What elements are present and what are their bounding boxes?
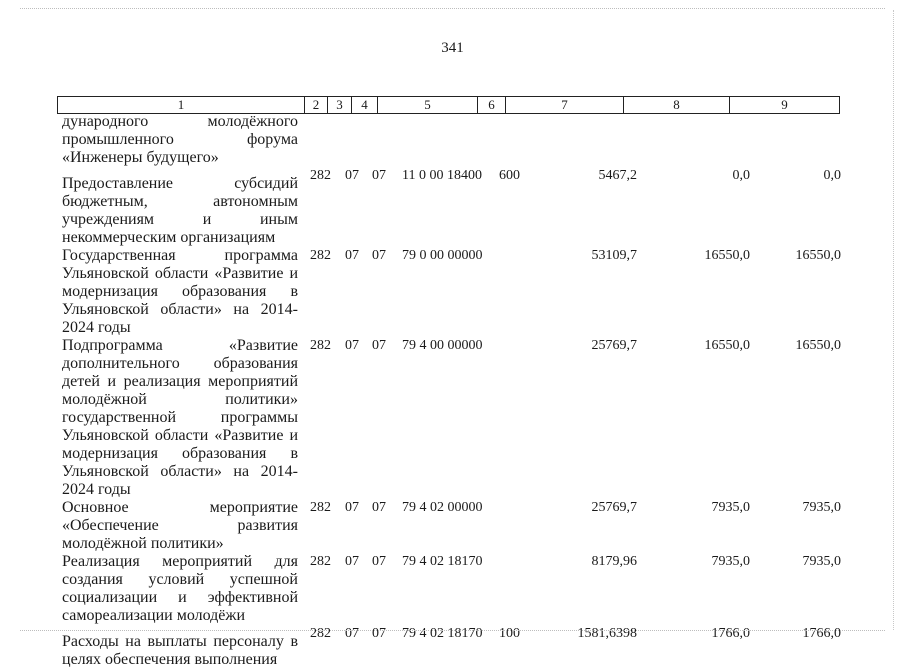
row-name: дународного молодёжного промышленного форума «Инженеры будущего»: [62, 113, 298, 166]
row-ved: 282: [310, 248, 331, 263]
row-value-col8: 16550,0: [704, 248, 750, 263]
row-csr: 79 0 00 00000: [402, 248, 483, 263]
row-value-col8: 1766,0: [711, 626, 750, 641]
scan-top-edge: [20, 8, 885, 9]
header-col-1: 1: [58, 97, 305, 113]
row-section: 07: [345, 338, 359, 353]
row-value-col9: 0,0: [823, 168, 841, 183]
page-number: 341: [441, 40, 464, 56]
row-section: 07: [345, 554, 359, 569]
header-col-4: 4: [352, 97, 378, 113]
header-col-8: 8: [624, 97, 730, 113]
table-row: [0, 625, 905, 669]
row-value-col8: 0,0: [732, 168, 750, 183]
table-row: [0, 499, 905, 553]
row-value-col7: 25769,7: [591, 500, 637, 515]
row-value-col9: 16550,0: [795, 338, 841, 353]
row-subsection: 07: [372, 626, 386, 641]
row-section: 07: [345, 248, 359, 263]
row-csr: 79 4 00 00000: [402, 338, 483, 353]
row-name: Расходы на выплаты персоналу в целях обеспечения выполнения: [62, 633, 298, 668]
table-row: [0, 167, 905, 247]
row-value-col9: 16550,0: [795, 248, 841, 263]
row-csr: 79 4 02 18170: [402, 554, 483, 569]
row-value-col9: 1766,0: [802, 626, 841, 641]
row-ved: 282: [310, 338, 331, 353]
row-name: Основное мероприятие «Обеспечение развития молодёжной политики»: [62, 499, 298, 552]
row-subsection: 07: [372, 554, 386, 569]
row-name: Подпрограмма «Развитие дополнительного образования детей и реализация мероприятий молодёжной политики» государственной программы Ульяновской области «Развитие и модернизация образования в Ульяновской области» на 2014-2024 годы: [62, 337, 298, 498]
row-section: 07: [345, 168, 359, 183]
table-row: [0, 247, 905, 337]
row-value-col9: 7935,0: [802, 554, 841, 569]
table-body: [0, 113, 905, 669]
row-section: 07: [345, 626, 359, 641]
row-subsection: 07: [372, 500, 386, 515]
table-row: [0, 113, 905, 167]
row-value-col8: 7935,0: [711, 500, 750, 515]
header-col-2: 2: [305, 97, 328, 113]
table-row: [0, 337, 905, 499]
row-ved: 282: [310, 168, 331, 183]
row-subsection: 07: [372, 248, 386, 263]
row-name: Предоставление субсидий бюджетным, автономным учреждениям и иным некоммерческим организациям: [62, 175, 298, 246]
row-subsection: 07: [372, 338, 386, 353]
row-value-col8: 16550,0: [704, 338, 750, 353]
row-value-col9: 7935,0: [802, 500, 841, 515]
header-col-3: 3: [328, 97, 352, 113]
header-col-6: 6: [478, 97, 506, 113]
row-section: 07: [345, 500, 359, 515]
table-header: [57, 96, 840, 114]
row-name: Государственная программа Ульяновской области «Развитие и модернизация образования в Ульяновской области» на 2014-2024 годы: [62, 247, 298, 336]
row-value-col7: 5467,2: [598, 168, 637, 183]
header-col-5: 5: [378, 97, 478, 113]
row-value-col7: 1581,6398: [577, 626, 637, 641]
row-value-col7: 8179,96: [591, 554, 637, 569]
row-ved: 282: [310, 626, 331, 641]
scan-bottom-edge: [20, 630, 885, 631]
row-value-col7: 25769,7: [591, 338, 637, 353]
row-vr: 600: [499, 168, 520, 183]
row-value-col7: 53109,7: [591, 248, 637, 263]
row-csr: 11 0 00 18400: [402, 168, 482, 183]
header-col-9: 9: [781, 97, 788, 112]
row-name: Реализация мероприятий для создания условий успешной социализации и эффективной самореализации молодёжи: [62, 553, 298, 624]
row-subsection: 07: [372, 168, 386, 183]
row-ved: 282: [310, 554, 331, 569]
row-vr: 100: [499, 626, 520, 641]
row-value-col8: 7935,0: [711, 554, 750, 569]
row-csr: 79 4 02 00000: [402, 500, 483, 515]
row-csr: 79 4 02 18170: [402, 626, 483, 641]
table-row: [0, 553, 905, 625]
header-col-7: 7: [506, 97, 624, 113]
row-ved: 282: [310, 500, 331, 515]
